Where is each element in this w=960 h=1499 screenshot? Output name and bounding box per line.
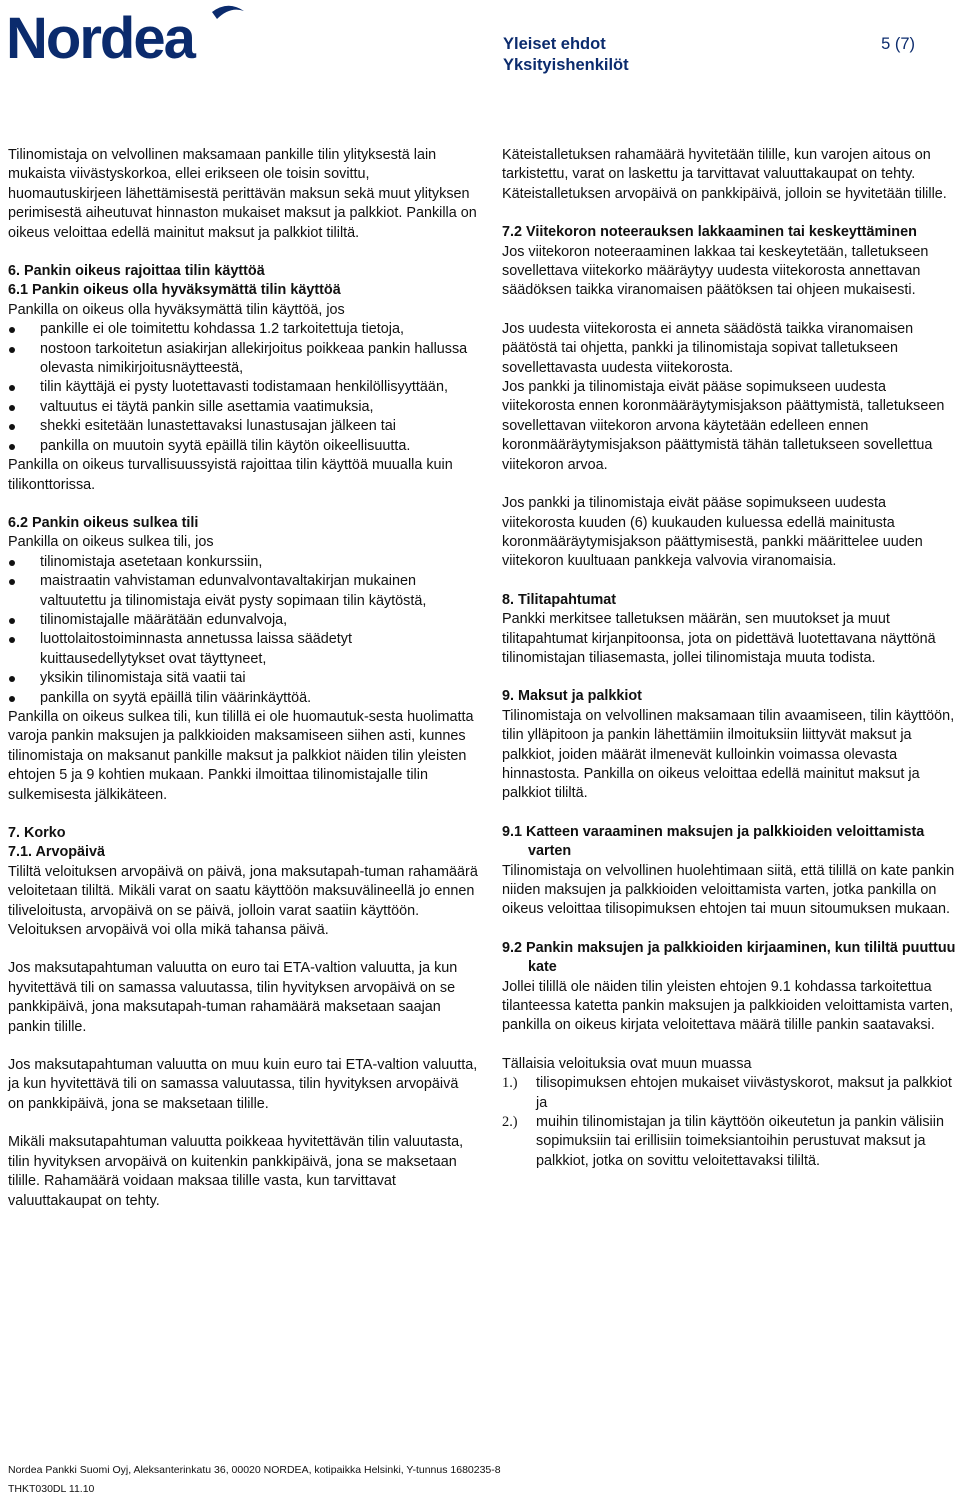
list-item-text: shekki esitetään lunastettavaksi lunastusajan jälkeen tai bbox=[40, 418, 396, 435]
section-title: Viitekoron noteerauksen lakkaaminen tai keskeyttäminen bbox=[526, 224, 917, 241]
list-item bbox=[8, 398, 478, 417]
list-item-text: yksikin tilinomistaja sitä vaatii tai bbox=[40, 670, 246, 687]
logo-swoosh bbox=[212, 6, 244, 19]
list-item bbox=[8, 437, 478, 456]
list-item-text: tilisopimuksen ehtojen mukaiset viivästyskorot, maksut ja palkkiot ja bbox=[536, 1075, 952, 1111]
section-8-paragraph: Pankki merkitsee talletuksen määrän, sen muutokset ja muut tilitapahtumat kirjanpitoonsa, jota on pidettävä luotettavana näyttönä tilinomistajan tiliasemasta, jollei tilinomistaja muuta todista. bbox=[502, 611, 936, 666]
list-item bbox=[8, 378, 478, 397]
bullet-icon bbox=[9, 637, 15, 643]
section-9-paragraph: Tilinomistaja on velvollinen maksamaan tilin avaamiseen, tilin käyttöön, tilin ylläpitoon ja pankin lähettämiin ilmoituksiin liittyvät maksut ja palkkiot, joiden määrät ilmenevät kulloinkin voimassa olevasta hinnastosta. Pankilla on oikeus veloittaa edellä mainitut maksut ja palkkiot tililtä. bbox=[502, 707, 955, 802]
list-item bbox=[8, 320, 478, 339]
list-item bbox=[8, 417, 478, 436]
bullet-icon bbox=[9, 579, 15, 585]
section-9-1-paragraph: Tilinomistaja on velvollinen huolehtimaan siitä, että tilillä on kate pankin niiden maksujen ja palkkioiden veloittamista varten, jotka pankilla on oikeus veloittaa tilisopimuksen ehtojen tai muun sitoumuksen mukaan. bbox=[502, 862, 955, 918]
section-6-2-heading: 6.2 Pankin oikeus sulkea tili bbox=[8, 514, 199, 531]
doc-subtitle: Yksityishenkilöt bbox=[503, 56, 629, 74]
section-7-2-heading bbox=[502, 223, 957, 242]
bullet-icon bbox=[9, 385, 15, 391]
footer-code: THKT030DL 11.10 bbox=[8, 1483, 95, 1495]
section-number: 7.2 bbox=[502, 224, 523, 241]
section-7-1-paragraph-4: Mikäli maksutapahtuman valuutta poikkeaa hyvitettävän tilin valuutasta, tilin hyvityksen arvopäivä on kuitenkin pankkipäivä, jona se maksetaan tilille. Rahamäärä voidaan maksaa tilille vasta, kun tarvittavat valuuttakaupat on tehty. bbox=[8, 1134, 464, 1209]
spacer bbox=[8, 1114, 478, 1133]
list-item bbox=[8, 553, 478, 572]
section-6-1-heading: 6.1 Pankin oikeus olla hyväksymättä tilin käyttöä bbox=[8, 282, 341, 299]
section-6-heading: 6. Pankin oikeus rajoittaa tilin käyttöä bbox=[8, 263, 265, 280]
page-header bbox=[503, 34, 915, 74]
spacer bbox=[502, 572, 957, 591]
section-title: Katteen varaaminen maksujen ja palkkioiden veloittamista varten bbox=[526, 823, 925, 860]
section-title: Pankin maksujen ja palkkioiden kirjaaminen, kun tililtä puuttuu kate bbox=[526, 939, 956, 976]
list-item-text: muihin tilinomistajan ja tilin käyttöön oikeutetun ja pankin välisiin sopimuksiin tai erillisiin toimeksiantoihin perustuvat maksut ja palkkiot, jotka on sovittu veloitettavaksi tililtä. bbox=[536, 1114, 944, 1169]
section-6-1-list bbox=[8, 320, 478, 456]
bullet-icon bbox=[9, 618, 15, 624]
section-7-heading: 7. Korko bbox=[8, 825, 66, 841]
cash-deposit-paragraph: Käteistalletuksen rahamäärä hyvitetään tilille, kun varojen aitous on tarkistettu, varat on laskettu ja tarvittavat valuuttakaupat on tehty. Käteistalletuksen arvopäivä on pankkipäivä, jolloin se hyvitetään tilille. bbox=[502, 147, 947, 202]
section-7-1-paragraph-2: Jos maksutapahtuman valuutta on euro tai ETA-valtion valuutta, ja kun hyvitettävä tili on samassa valuutassa, tilin hyvityksen arvopäivä on se pankkipäivä, jona maksutapah-tuman rahamäärä maksetaan saajan pankin tilille. bbox=[8, 960, 458, 1035]
section-7-2-paragraph-1: Jos viitekoron noteeraaminen lakkaa tai keskeytetään, talletukseen sovellettava viitekorko määräytyy uudesta viitekorosta annettavan säädöksen taikka viranomaisen päätöksen tai ohjeen mukaisesti. bbox=[502, 243, 929, 299]
section-6-2-list bbox=[8, 553, 478, 708]
section-7-2-paragraph-2b: Jos pankki ja tilinomistaja eivät pääse sopimukseen uudesta viitekorosta ennen koronmääräytymisjakson päättymistä, talletukseen sovellettavan viitekoron arvona käytetään edelleen ennen koronmääräytymisjakson päättymistä tähän talletukseen sovellettua viitekoron arvoa. bbox=[502, 379, 945, 473]
list-item bbox=[8, 572, 478, 611]
section-7-2-paragraph-2a: Jos uudesta viitekorosta ei anneta säädöstä taikka viranomaisen päätöstä tai ohjetta, pankki ja tilinomistaja sopivat talletukseen sovellettavasta uudesta viitekorosta. bbox=[502, 320, 914, 376]
section-7-1-heading: 7.1. Arvopäivä bbox=[8, 844, 106, 861]
spacer bbox=[8, 940, 478, 959]
section-6-2-lead: Pankilla on oikeus sulkea tili, jos bbox=[8, 534, 214, 551]
section-6-2-after: Pankilla on oikeus sulkea tili, kun tilillä ei ole huomautuk-sesta huolimatta varoja pankin maksujen ja palkkioiden maksamiseen siihen asti, kunnes tilinomistaja on maksanut pankille maksut ja palkkiot näiden tilin yleisten ehtojen 5 ja 9 kohtien mukaan. Pankki ilmoittaa tilinomistajalle tilin sulkemisesta jälkikäteen. bbox=[8, 708, 474, 803]
bullet-icon bbox=[9, 444, 15, 450]
list-item-text: luottolaitostoiminnasta annetussa laissa säädetyt kuittausedellytykset ovat täyttyneet, bbox=[40, 631, 352, 667]
list-item bbox=[8, 340, 478, 379]
spacer bbox=[8, 805, 478, 824]
section-6-1-lead: Pankilla on oikeus olla hyväksymättä tilin käyttöä, jos bbox=[8, 301, 345, 318]
section-7-1-paragraph-1: Tililtä veloituksen arvopäivä on päivä, jona maksutapah-tuman rahamäärä veloitetaan tililtä. Mikäli varat on saatu käyttöön maksuvälineellä jo ennen tiliveloitusta, arvopäivä on se päivä, jolloin varat saatiin käyttöön. Veloituksen arvopäivä voi olla mikä tahansa päivä. bbox=[8, 863, 478, 939]
list-item-text: tilinomistaja asetetaan konkurssiin, bbox=[40, 553, 263, 570]
logo-wordmark: Nordea bbox=[6, 6, 194, 64]
bullet-icon bbox=[9, 347, 15, 353]
list-item-text: valtuutus ei täytä pankin sille asettamia vaatimuksia, bbox=[40, 398, 374, 415]
bullet-icon bbox=[9, 696, 15, 702]
spacer bbox=[502, 1036, 957, 1055]
nordea-logo bbox=[4, 2, 250, 64]
page-number: 5 (7) bbox=[881, 35, 915, 53]
doc-title: Yleiset ehdot bbox=[503, 35, 606, 53]
right-column bbox=[502, 146, 957, 1171]
section-9-2-paragraph: Jollei tilillä ole näiden tilin yleisten ehtojen 9.1 kohdassa tarkoitettua tilanteessa katetta pankin maksujen ja palkkioiden veloittamista varten, pankilla on oikeus kirjata veloitettava määrä tilille pankin saatavaksi. bbox=[502, 978, 954, 1034]
list-item bbox=[8, 669, 478, 688]
list-item-text: maistraatin vahvistaman edunvalvontavaltakirjan mukainen valtuutettu ja tilinomistaja eivät pysty sopimaan tilin käytöstä, bbox=[40, 573, 427, 609]
list-item-text: tilin käyttäjä ei pysty luotettavasti todistamaan henkilöllisyyttään, bbox=[40, 379, 448, 396]
section-7-2-paragraph-3: Jos pankki ja tilinomistaja eivät pääse sopimukseen uudesta viitekorosta kuuden (6) kuukauden kuluessa edellä mainitusta koronmääräytymisjakson päättymisestä, pankki määrittelee uuden viitekoron kuultuaan pankkeja valvovia viranomaisia. bbox=[502, 495, 923, 570]
spacer bbox=[502, 475, 957, 494]
page-footer bbox=[8, 1461, 501, 1499]
spacer bbox=[502, 804, 957, 823]
list-item-text: nostoon tarkoitetun asiakirjan allekirjoitus poikkeaa pankin hallussa olevasta nimikirjoitusnäytteestä, bbox=[40, 340, 468, 377]
list-item bbox=[502, 1074, 957, 1113]
list-item-text: pankilla on syytä epäillä tilin väärinkäyttöä. bbox=[40, 689, 312, 706]
intro-paragraph: Tilinomistaja on velvollinen maksamaan pankille tilin ylityksestä lain mukaista viivästyskorkoa, ellei erikseen ole toisin sovittu, huomautuskirjeen lähettämisestä perittävän maksun sekä muut ylityksen perimisestä aiheutuvat hinnaston mukaiset maksut ja palkkiot. Pankilla on oikeus veloittaa edellä mainitut maksut ja palkkiot tililtä. bbox=[8, 147, 477, 241]
list-item bbox=[8, 611, 478, 630]
spacer bbox=[8, 243, 478, 262]
spacer bbox=[8, 495, 478, 514]
section-9-2-lead: Tällaisia veloituksia ovat muun muassa bbox=[502, 1055, 752, 1072]
bullet-icon bbox=[9, 424, 15, 430]
list-number: 2.) bbox=[502, 1114, 518, 1131]
bullet-icon bbox=[9, 405, 15, 411]
section-9-heading: 9. Maksut ja palkkiot bbox=[502, 688, 642, 705]
bullet-icon bbox=[9, 327, 15, 333]
section-7-1-paragraph-3: Jos maksutapahtuman valuutta on muu kuin euro tai ETA-valtion valuutta, ja kun hyvitettävä tili on samassa valuutassa, tilin hyvityksen arvopäivä on pankkipäivä, jona se maksetaan tilille. bbox=[8, 1057, 478, 1112]
spacer bbox=[502, 668, 957, 687]
list-number: 1.) bbox=[502, 1075, 518, 1092]
list-item-text: pankille ei ole toimitettu kohdassa 1.2 tarkoitettuja tietoja, bbox=[40, 321, 404, 338]
list-item-text: pankilla on muutoin syytä epäillä tilin käytön oikeellisuutta. bbox=[40, 437, 411, 454]
section-number: 9.1 bbox=[502, 823, 523, 840]
spacer bbox=[502, 204, 957, 223]
spacer bbox=[502, 920, 957, 939]
bullet-icon bbox=[9, 560, 15, 566]
list-item bbox=[8, 689, 478, 708]
section-8-heading: 8. Tilitapahtumat bbox=[502, 591, 617, 608]
spacer bbox=[502, 301, 957, 320]
spacer bbox=[8, 1037, 478, 1056]
section-9-1-heading bbox=[502, 823, 957, 862]
section-9-2-heading bbox=[502, 939, 957, 978]
bullet-icon bbox=[9, 676, 15, 682]
left-column bbox=[8, 146, 478, 1211]
list-item bbox=[8, 630, 478, 669]
section-6-1-after: Pankilla on oikeus turvallisuussyistä rajoittaa tilin käyttöä muualla kuin tilikonttorissa. bbox=[8, 457, 453, 493]
list-item bbox=[502, 1113, 957, 1171]
nordea-logo-graphic bbox=[4, 2, 250, 64]
footer-address: Nordea Pankki Suomi Oyj, Aleksanterinkatu 36, 00020 NORDEA, kotipaikka Helsinki, Y-tunnus 1680235-8 bbox=[8, 1464, 501, 1476]
section-number: 9.2 bbox=[502, 939, 523, 956]
list-item-text: tilinomistajalle määrätään edunvalvoja, bbox=[40, 611, 288, 628]
section-9-2-list bbox=[502, 1074, 957, 1171]
